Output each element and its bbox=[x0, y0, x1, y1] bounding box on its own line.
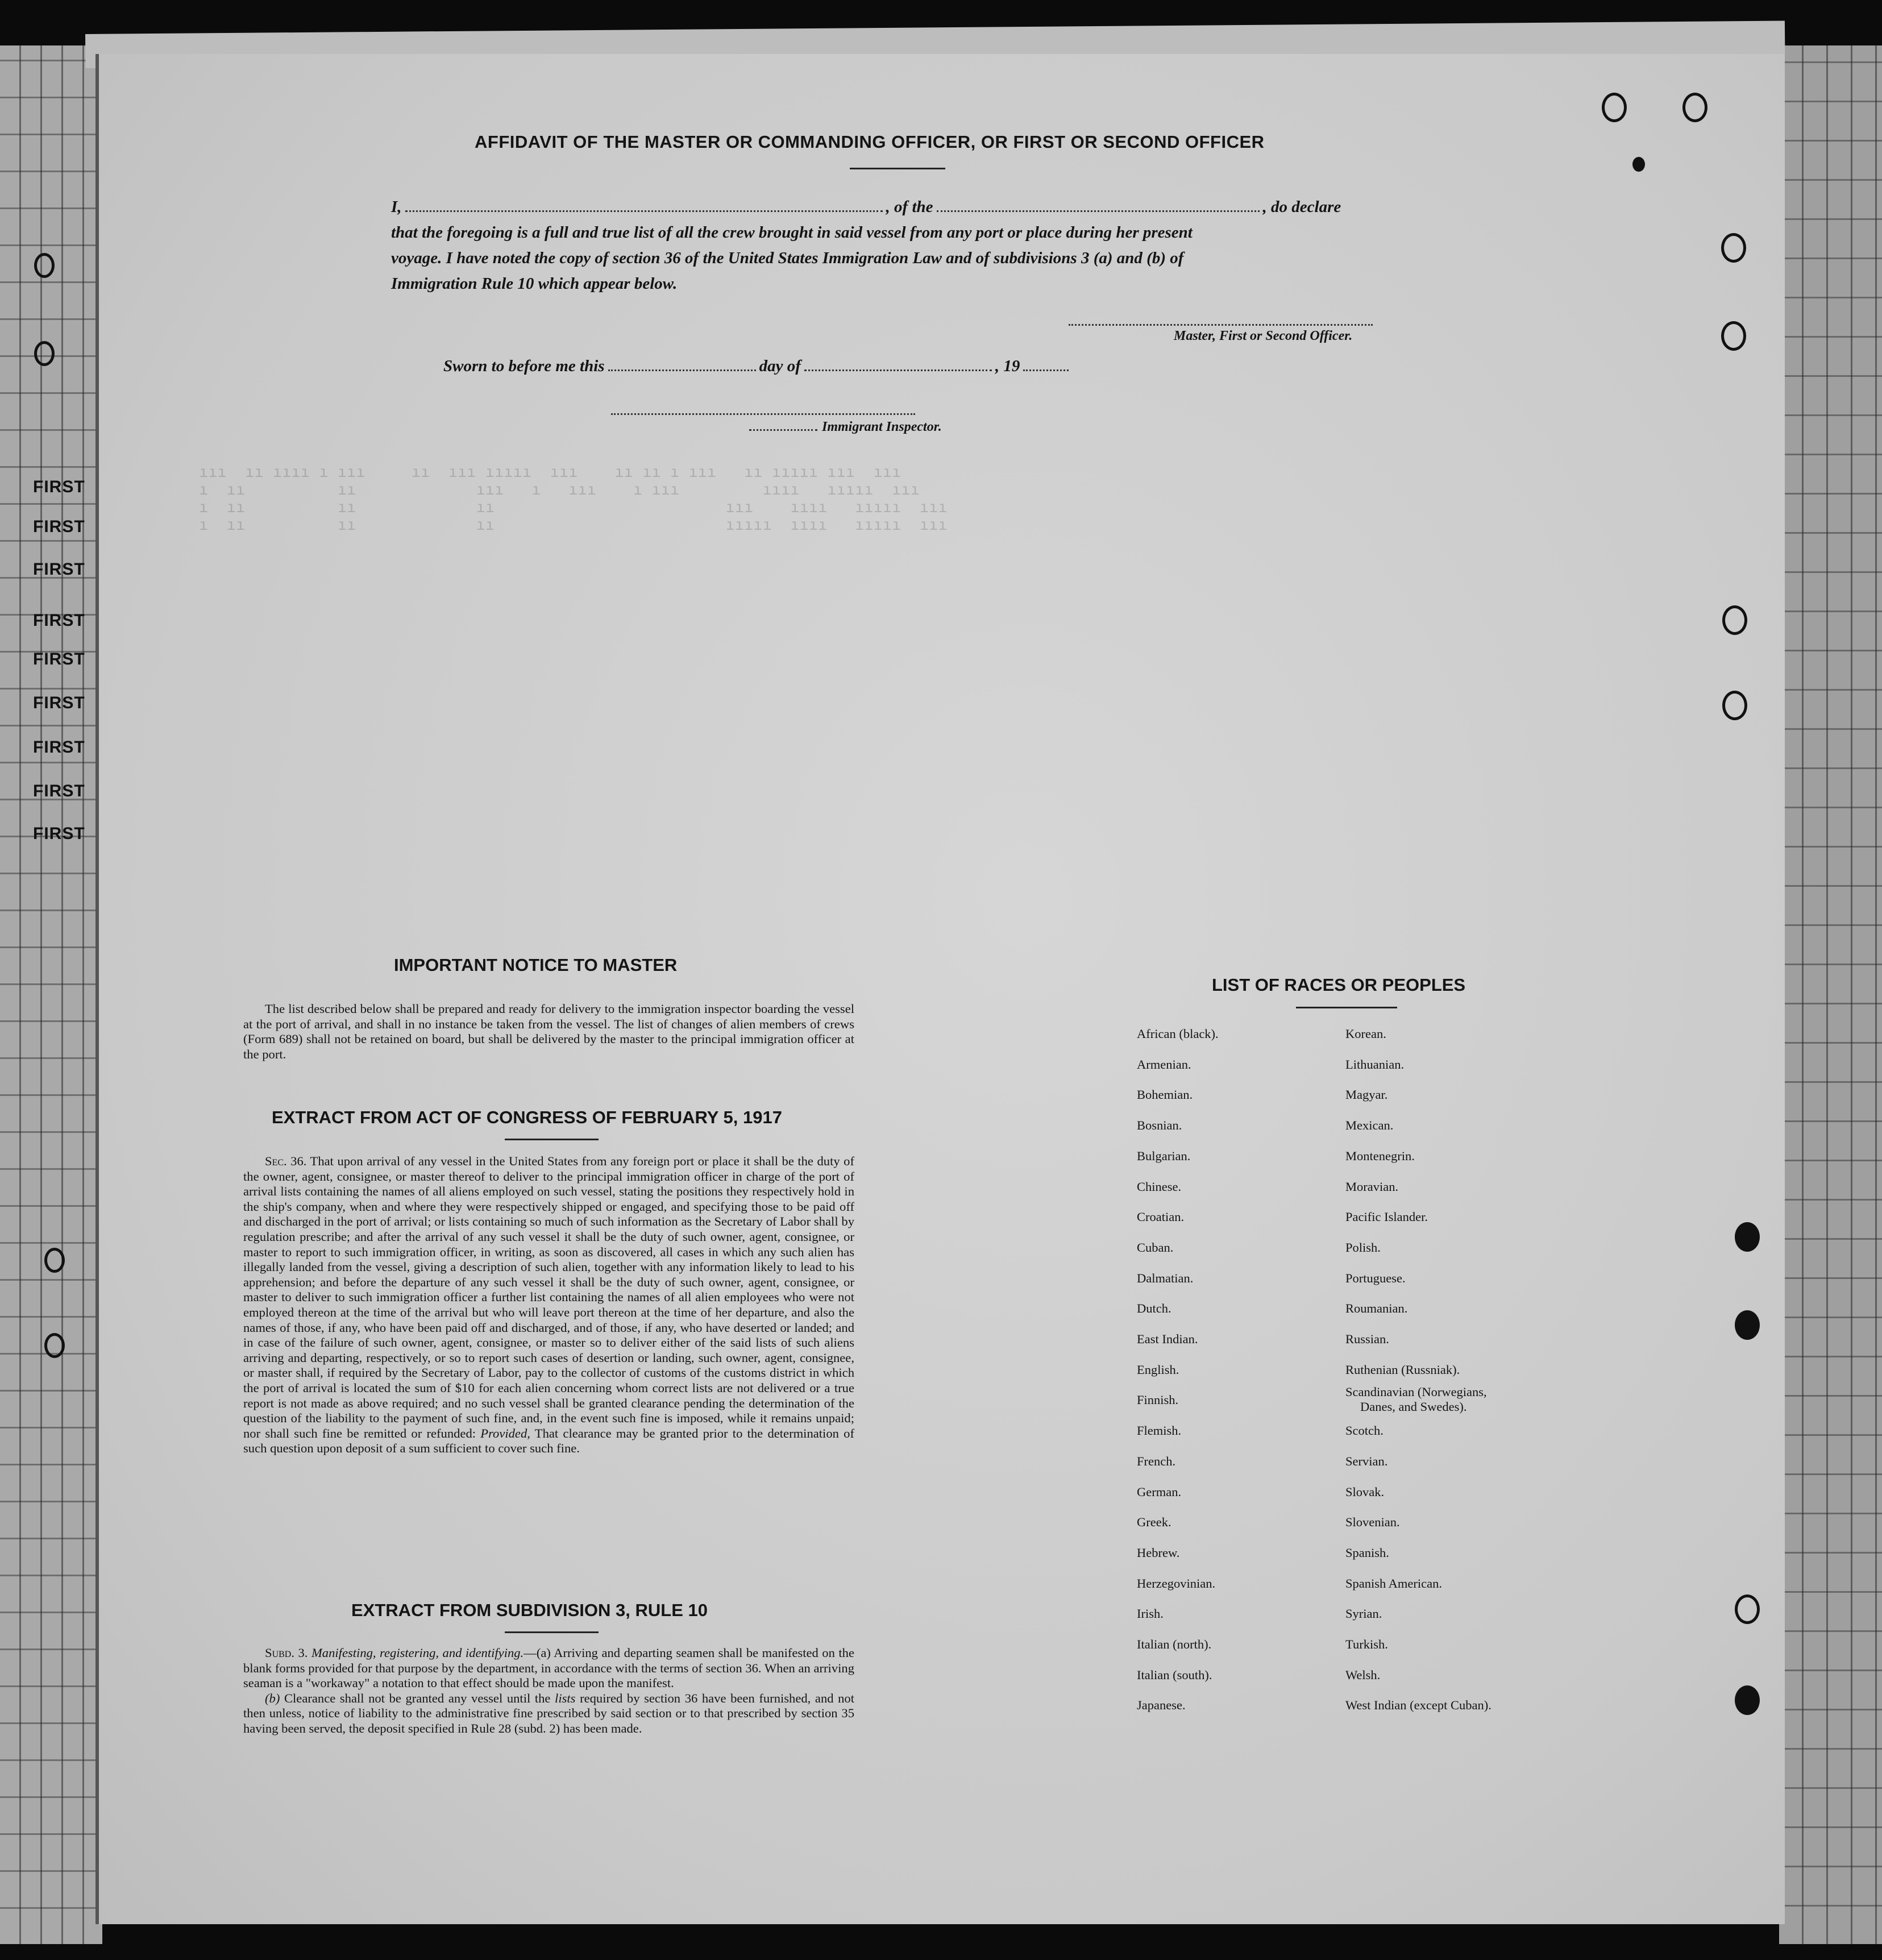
race-item: East Indian. bbox=[1137, 1332, 1198, 1346]
race-item: African (black). bbox=[1137, 1027, 1219, 1041]
race-item: Roumanian. bbox=[1345, 1301, 1408, 1316]
notice-title: IMPORTANT NOTICE TO MASTER bbox=[394, 955, 678, 975]
margin-label-first: FIRST bbox=[33, 738, 85, 757]
sec-label: Sec. 36. bbox=[265, 1154, 307, 1168]
race-item: Russian. bbox=[1345, 1332, 1389, 1346]
race-item: Spanish. bbox=[1345, 1545, 1389, 1560]
race-item: Scandinavian (Norwegians, bbox=[1345, 1385, 1487, 1400]
margin-label-first: FIRST bbox=[33, 694, 85, 712]
punch-hole bbox=[1721, 321, 1746, 351]
sworn-text: Sworn to before me this bbox=[443, 357, 605, 375]
race-item: Pacific Islander. bbox=[1345, 1210, 1428, 1224]
race-item: Bosnian. bbox=[1137, 1118, 1182, 1133]
race-item: Lithuanian. bbox=[1345, 1057, 1405, 1072]
race-item: Hebrew. bbox=[1137, 1545, 1180, 1560]
punch-hole bbox=[1722, 691, 1747, 720]
race-item: West Indian (except Cuban). bbox=[1345, 1698, 1492, 1713]
race-item: Finnish. bbox=[1137, 1393, 1179, 1407]
subd-italic: Manifesting, registering, and identifying. bbox=[311, 1646, 524, 1660]
para-b-2: required by section 36 have been furnished, and not then unless, notice of liability to the administrative fine prescribed by said section or to that prescribed by section 35 having been served, the deposit specified in Rule 28 (subd. 2) has been made. bbox=[243, 1691, 854, 1735]
race-item: Bulgarian. bbox=[1137, 1148, 1191, 1163]
race-item: Servian. bbox=[1345, 1454, 1388, 1468]
inspector-caption bbox=[749, 420, 942, 435]
race-item: Armenian. bbox=[1137, 1057, 1191, 1072]
affidavit-title: AFFIDAVIT OF THE MASTER OR COMMANDING OFFICER, OR FIRST OR SECOND OFFICER bbox=[475, 132, 1265, 152]
punch-hole bbox=[1735, 1685, 1760, 1715]
year-prefix: , 19 bbox=[995, 357, 1020, 375]
rule-title-rule bbox=[505, 1631, 599, 1633]
margin-label-first: FIRST bbox=[33, 611, 85, 630]
act-text: That upon arrival of any vessel in the United States from any foreign port or place it shall be the duty of the owner, agent, consignee, or master thereof to deliver to the principal immigration officer in charge of the port of arrival lists containing the names of all aliens employed on such vessel, stating the positions they respectively hold in the ship's company, when and where they were respectively shipped or engaged, and specifying those to be paid off and discharged in the port of arrival; or lists containing so much of such information as the Secretary of Labor shall by regulation prescribe; and after the arrival of any such vessel it shall be the duty of such owner, agent, consignee, or master to report to such immigration officer, in writing, as soon as discovered, all cases in which any such alien has illegally landed from the vessel, giving a description of such alien, together with any information likely to lead to his apprehension; and before the departure of any such vessel it shall be the duty of such owner, agent, consignee, or master to deliver to such immigration officer a further list containing the names of all alien employees who were not employed thereon at the time of the arrival but who will leave port thereon at the time of her departure, and also the names of those, if any, who have been paid off and discharged, and of those, if any, who have deserted or landed; and in case of the failure of such owner, agent, consignee, or master so to deliver either of the said lists of such aliens arriving and departing, respectively, or so to report such cases of desertion or landing, such owner, agent, consignee, or master shall, if required by the Secretary of Labor, pay to the collector of customs of the customs district in which the port of arrival is located the sum of $10 for each alien concerning whom correct lists are not delivered or a true report is not made as above required; and no such vessel shall be granted clearance pending the determination of the question of the liability to the payment of such fine, and, in the event such fine is imposed, while it remains unpaid; nor shall such fine be remitted or refunded: bbox=[243, 1154, 854, 1440]
races-title: LIST OF RACES OR PEOPLES bbox=[1212, 975, 1466, 995]
race-item: Moravian. bbox=[1345, 1179, 1399, 1194]
race-item: Dutch. bbox=[1137, 1301, 1171, 1316]
race-item-continuation: Danes, and Swedes). bbox=[1360, 1400, 1467, 1414]
race-item: Syrian. bbox=[1345, 1606, 1382, 1621]
race-item: Montenegrin. bbox=[1345, 1148, 1415, 1163]
bleed-through-texture: ııı ıı ıııı ı ııı ıı ııı ııııı ııı ıı ıı ı ııı ıı ııııı ııı ııı ı ıı ıı ııı ı ııı ı ııı ıııı ııııı ııı ı ıı ıı ıı ııı ıııı ııııı ııı ı ıı ıı ıı ııııı ıııı ııııı ııı bbox=[199, 463, 948, 534]
race-item: Mexican. bbox=[1345, 1118, 1394, 1133]
affidavit-line-4: Immigration Rule 10 which appear below. bbox=[391, 275, 678, 293]
page-edge bbox=[95, 54, 99, 1924]
inspector-caption-text: Immigrant Inspector. bbox=[822, 420, 942, 434]
rule-extract-title: EXTRACT FROM SUBDIVISION 3, RULE 10 bbox=[351, 1600, 708, 1620]
act-text-end: That clearance may be granted prior to the determination of such question upon deposit of a sum sufficient to cover such fine. bbox=[243, 1426, 854, 1456]
name-blank[interactable] bbox=[405, 210, 883, 212]
margin-label-first: FIRST bbox=[33, 477, 85, 496]
race-item: Croatian. bbox=[1137, 1210, 1185, 1224]
punch-hole bbox=[1722, 605, 1747, 635]
day-blank[interactable] bbox=[608, 369, 756, 371]
notice-paragraph bbox=[243, 1002, 854, 1062]
inspector-dots bbox=[749, 429, 817, 431]
punch-hole bbox=[1682, 93, 1707, 122]
race-item: Japanese. bbox=[1137, 1698, 1186, 1713]
act-title-rule bbox=[505, 1139, 599, 1140]
underlying-sheet-right bbox=[1779, 45, 1882, 1944]
affidavit-of-the: , of the bbox=[886, 198, 933, 216]
race-item: Greek. bbox=[1137, 1515, 1171, 1530]
provided-label: Provided, bbox=[480, 1426, 530, 1440]
race-item: Spanish American. bbox=[1345, 1576, 1442, 1591]
punch-hole bbox=[34, 341, 55, 366]
race-item: Scotch. bbox=[1345, 1423, 1384, 1438]
affidavit-line-3: voyage. I have noted the copy of section 36 of the United States Immigration Law and of subdivisions 3 (a) and (b) of bbox=[391, 249, 1184, 267]
race-item: Polish. bbox=[1345, 1240, 1381, 1255]
punch-hole bbox=[34, 253, 55, 278]
master-caption: Master, First or Second Officer. bbox=[1174, 329, 1353, 343]
act-paragraph bbox=[243, 1154, 854, 1456]
race-item: Irish. bbox=[1137, 1606, 1164, 1621]
punch-hole bbox=[1735, 1594, 1760, 1624]
punch-hole bbox=[44, 1333, 65, 1358]
act-extract-title: EXTRACT FROM ACT OF CONGRESS OF FEBRUARY 5, 1917 bbox=[272, 1107, 782, 1127]
affidavit-line-1 bbox=[391, 198, 1341, 217]
punch-hole bbox=[1721, 233, 1746, 263]
race-item: German. bbox=[1137, 1484, 1182, 1499]
margin-label-first: FIRST bbox=[33, 782, 85, 800]
document-page bbox=[97, 54, 1785, 1924]
race-item: English. bbox=[1137, 1362, 1179, 1377]
sworn-line bbox=[443, 357, 1072, 376]
year-blank[interactable] bbox=[1023, 369, 1069, 371]
race-item: Ruthenian (Russniak). bbox=[1345, 1362, 1460, 1377]
race-item: French. bbox=[1137, 1454, 1176, 1468]
race-item: Slovenian. bbox=[1345, 1515, 1400, 1530]
notice-text: The list described below shall be prepared and ready for delivery to the immigration inspector boarding the vessel at the port of arrival, and shall in no instance be taken from the vessel. The list of changes of alien members of crews (Form 689) shall not be retained on board, but shall be delivered by the master to the principal immigration officer at the port. bbox=[243, 1002, 854, 1061]
punch-hole bbox=[1735, 1222, 1760, 1252]
race-item: Slovak. bbox=[1345, 1484, 1385, 1499]
affidavit-line-2: that the foregoing is a full and true list of all the crew brought in said vessel from any port or place during her present bbox=[391, 223, 1193, 242]
race-item: Flemish. bbox=[1137, 1423, 1182, 1438]
para-b-1: Clearance shall not be granted any vessel until the bbox=[284, 1691, 551, 1705]
affidavit-i: I, bbox=[391, 198, 402, 216]
race-item: Turkish. bbox=[1345, 1637, 1388, 1651]
race-item: Herzegovinian. bbox=[1137, 1576, 1216, 1591]
title-rule bbox=[850, 168, 945, 169]
master-signature-line[interactable] bbox=[1069, 324, 1373, 326]
underlying-sheet-left bbox=[0, 45, 102, 1944]
affidavit-declare: , do declare bbox=[1262, 198, 1341, 216]
race-item: Italian (north). bbox=[1137, 1637, 1212, 1651]
margin-label-first: FIRST bbox=[33, 560, 85, 579]
day-of-text: day of bbox=[759, 357, 801, 375]
margin-label-first: FIRST bbox=[33, 517, 85, 536]
race-item: Italian (south). bbox=[1137, 1667, 1212, 1682]
race-item: Dalmatian. bbox=[1137, 1270, 1194, 1285]
ink-spot bbox=[1632, 157, 1645, 172]
race-item: Welsh. bbox=[1345, 1667, 1381, 1682]
races-title-rule bbox=[1296, 1007, 1397, 1008]
para-b-label: (b) bbox=[265, 1691, 280, 1705]
margin-label-first: FIRST bbox=[33, 650, 85, 668]
race-item: Korean. bbox=[1345, 1027, 1386, 1041]
month-blank[interactable] bbox=[804, 369, 992, 371]
para-b-lists: lists bbox=[555, 1691, 576, 1705]
race-item: Bohemian. bbox=[1137, 1087, 1193, 1102]
subd-para-a: —(a) Arriving and departing seamen shall be manifested on the blank forms provided for that purpose by the department, in accordance with the terms of section 36. When an arriving seaman is a "workaway" a notation to that effect should be made upon the manifest. bbox=[243, 1646, 855, 1691]
subd-label: Subd. 3. bbox=[265, 1646, 308, 1660]
punch-hole bbox=[1602, 93, 1627, 122]
vessel-blank[interactable] bbox=[937, 210, 1260, 212]
race-item: Portuguese. bbox=[1345, 1270, 1406, 1285]
race-item: Cuban. bbox=[1137, 1240, 1174, 1255]
rule-paragraph bbox=[243, 1646, 854, 1737]
race-item: Chinese. bbox=[1137, 1179, 1182, 1194]
punch-hole bbox=[44, 1248, 65, 1273]
inspector-signature-line[interactable] bbox=[611, 413, 915, 415]
punch-hole bbox=[1735, 1310, 1760, 1340]
race-item: Magyar. bbox=[1345, 1087, 1388, 1102]
margin-label-first: FIRST bbox=[33, 824, 85, 843]
